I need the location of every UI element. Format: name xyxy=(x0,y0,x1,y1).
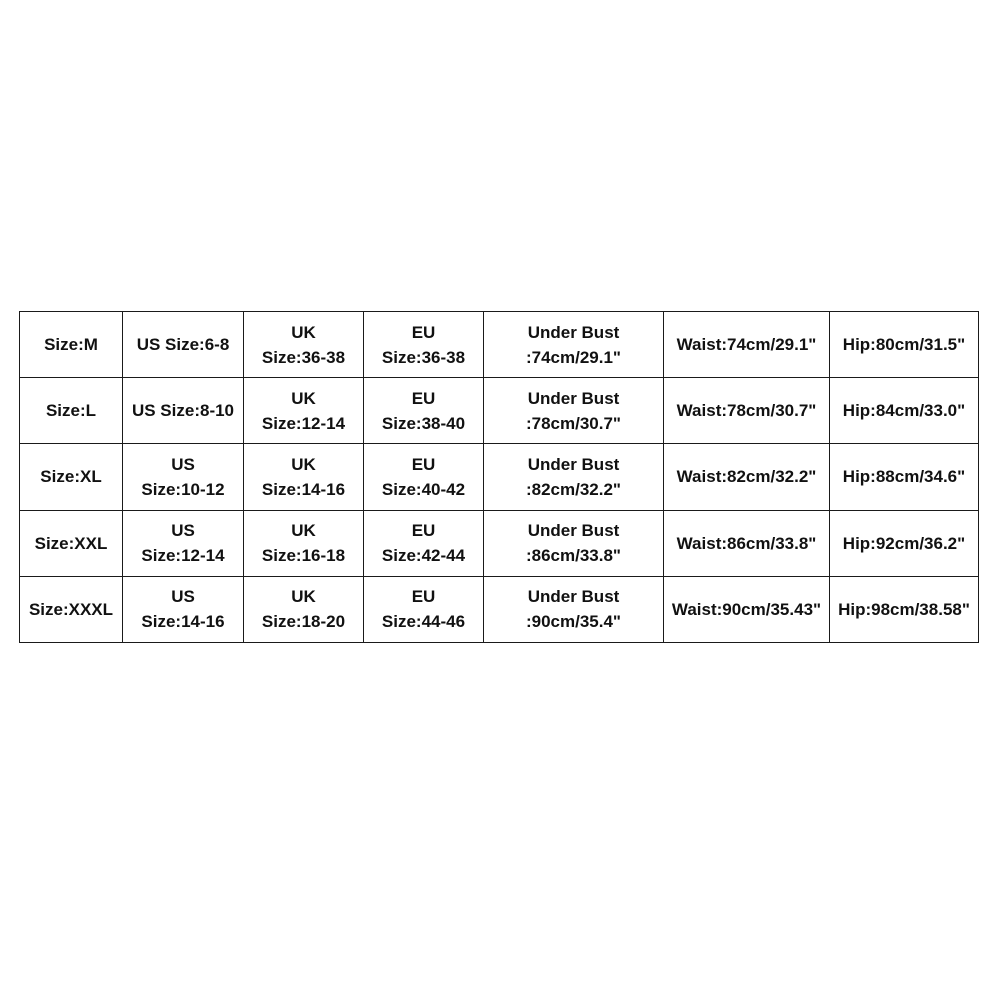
us-size-cell xyxy=(123,576,244,642)
table-row xyxy=(20,510,979,576)
under-bust-cell xyxy=(484,576,664,642)
us-size-cell-line: US Size:6-8 xyxy=(136,335,230,355)
uk-size-cell-line: Size:36-38 xyxy=(261,347,346,367)
under-bust-cell xyxy=(484,444,664,510)
uk-size-cell-line: UK xyxy=(291,587,316,607)
eu-size-cell-line: EU xyxy=(411,521,436,541)
eu-size-cell xyxy=(364,576,484,642)
eu-size-cell-line: EU xyxy=(411,587,436,607)
size-chart-body xyxy=(20,312,979,643)
uk-size-cell-line: Size:18-20 xyxy=(261,612,346,632)
hip-cell: Hip:92cm/36.2" xyxy=(830,510,979,576)
uk-size-cell-line: UK xyxy=(291,521,316,541)
uk-size-cell-line: Size:12-14 xyxy=(261,413,346,433)
under-bust-cell xyxy=(484,312,664,378)
us-size-cell xyxy=(123,510,244,576)
hip-cell: Hip:84cm/33.0" xyxy=(830,378,979,444)
table-row xyxy=(20,312,979,378)
uk-size-cell xyxy=(244,444,364,510)
table-row xyxy=(20,444,979,510)
eu-size-cell-line: Size:36-38 xyxy=(381,347,466,367)
uk-size-cell xyxy=(244,378,364,444)
uk-size-cell-line: UK xyxy=(291,388,316,408)
size-cell: Size:L xyxy=(20,378,123,444)
under-bust-cell-line: Under Bust xyxy=(527,521,620,541)
us-size-cell xyxy=(123,378,244,444)
waist-cell: Waist:86cm/33.8" xyxy=(664,510,830,576)
eu-size-cell-line: EU xyxy=(411,388,436,408)
size-cell: Size:XXXL xyxy=(20,576,123,642)
under-bust-cell-line: Under Bust xyxy=(527,454,620,474)
us-size-cell xyxy=(123,312,244,378)
under-bust-cell-line: Under Bust xyxy=(527,587,620,607)
waist-cell: Waist:90cm/35.43" xyxy=(664,576,830,642)
under-bust-cell-line: :74cm/29.1" xyxy=(525,347,621,367)
size-cell: Size:XXL xyxy=(20,510,123,576)
size-chart-table xyxy=(19,311,979,643)
eu-size-cell xyxy=(364,378,484,444)
eu-size-cell-line: Size:44-46 xyxy=(381,612,466,632)
eu-size-cell xyxy=(364,444,484,510)
uk-size-cell-line: UK xyxy=(291,454,316,474)
waist-cell: Waist:82cm/32.2" xyxy=(664,444,830,510)
waist-cell: Waist:74cm/29.1" xyxy=(664,312,830,378)
uk-size-cell xyxy=(244,576,364,642)
uk-size-cell xyxy=(244,510,364,576)
us-size-cell xyxy=(123,444,244,510)
hip-cell: Hip:80cm/31.5" xyxy=(830,312,979,378)
hip-cell: Hip:88cm/34.6" xyxy=(830,444,979,510)
table-row xyxy=(20,576,979,642)
uk-size-cell-line: UK xyxy=(291,322,316,342)
us-size-cell-line: Size:14-16 xyxy=(141,612,225,632)
under-bust-cell-line: Under Bust xyxy=(527,388,620,408)
us-size-cell-line: Size:12-14 xyxy=(141,546,225,566)
size-cell: Size:M xyxy=(20,312,123,378)
us-size-cell-line: US Size:8-10 xyxy=(131,401,235,421)
eu-size-cell xyxy=(364,510,484,576)
eu-size-cell-line: EU xyxy=(411,322,436,342)
under-bust-cell-line: :78cm/30.7" xyxy=(525,413,621,433)
under-bust-cell-line: Under Bust xyxy=(527,322,620,342)
size-cell: Size:XL xyxy=(20,444,123,510)
us-size-cell-line: US xyxy=(171,521,195,541)
waist-cell: Waist:78cm/30.7" xyxy=(664,378,830,444)
eu-size-cell-line: Size:40-42 xyxy=(381,479,466,499)
uk-size-cell-line: Size:14-16 xyxy=(261,479,346,499)
us-size-cell-line: US xyxy=(171,454,195,474)
under-bust-cell-line: :82cm/32.2" xyxy=(525,479,621,499)
eu-size-cell-line: EU xyxy=(411,454,436,474)
eu-size-cell-line: Size:38-40 xyxy=(381,413,466,433)
under-bust-cell xyxy=(484,510,664,576)
us-size-cell-line: Size:10-12 xyxy=(141,479,225,499)
uk-size-cell xyxy=(244,312,364,378)
uk-size-cell-line: Size:16-18 xyxy=(261,546,346,566)
eu-size-cell-line: Size:42-44 xyxy=(381,546,466,566)
hip-cell: Hip:98cm/38.58" xyxy=(830,576,979,642)
us-size-cell-line: US xyxy=(171,587,195,607)
eu-size-cell xyxy=(364,312,484,378)
under-bust-cell xyxy=(484,378,664,444)
table-row xyxy=(20,378,979,444)
under-bust-cell-line: :86cm/33.8" xyxy=(525,546,621,566)
under-bust-cell-line: :90cm/35.4" xyxy=(525,612,621,632)
